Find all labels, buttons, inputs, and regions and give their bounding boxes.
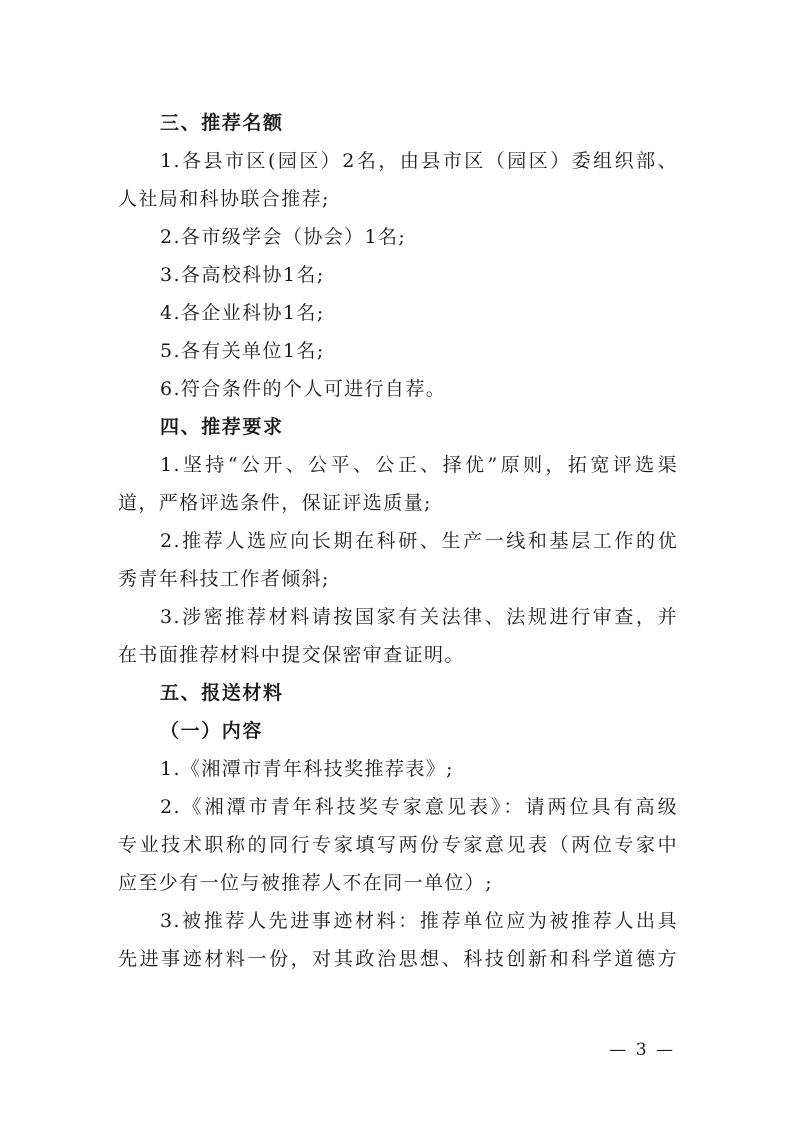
section3-item5: 5.各有关单位1名; — [160, 340, 325, 362]
section4-heading: 四、推荐要求 — [160, 416, 284, 438]
section4-item3-line1: 3.涉密推荐材料请按国家有关法律、法规进行审查，并 — [160, 606, 678, 628]
page-number: — 3 — — [609, 1040, 675, 1060]
section5-item1: 1.《湘潭市青年科技奖推荐表》; — [160, 758, 454, 780]
section3-item3: 3.各高校科协1名; — [160, 264, 325, 286]
section3-item1-line1: 1.各县市区(园区）2名，由县市区（园区）委组织部、 — [160, 150, 678, 172]
section5-item3-line2: 先进事迹材料一份，对其政治思想、科技创新和科学道德方 — [118, 948, 678, 970]
section4-item2-line2: 秀青年科技工作者倾斜; — [118, 568, 330, 590]
section5-item2-line3: 应至少有一位与被推荐人不在同一单位）; — [118, 872, 494, 894]
section5-item2-line2: 专业技术职称的同行专家填写两份专家意见表（两位专家中 — [118, 834, 678, 856]
section3-item2: 2.各市级学会（协会）1名; — [160, 226, 407, 248]
section5-sub1-heading: （一）内容 — [160, 720, 264, 742]
section3-item4: 4.各企业科协1名; — [160, 302, 325, 324]
section5-item3-line1: 3.被推荐人先进事迹材料：推荐单位应为被推荐人出具 — [160, 910, 678, 932]
section3-item6: 6.符合条件的个人可进行自荐。 — [160, 378, 447, 400]
section5-heading: 五、报送材料 — [160, 682, 284, 704]
section4-item1-line1: 1.坚持“公开、公平、公正、择优”原则，拓宽评选渠 — [160, 454, 678, 476]
section5-item2-line1: 2.《湘潭市青年科技奖专家意见表》：请两位具有高级 — [160, 796, 678, 818]
document-body — [118, 104, 678, 978]
section4-item2-line1: 2.推荐人选应向长期在科研、生产一线和基层工作的优 — [160, 530, 678, 552]
section4-item3-line2: 在书面推荐材料中提交保密审查证明。 — [118, 644, 465, 666]
section3-item1-line2: 人社局和科协联合推荐; — [118, 188, 330, 210]
section4-item1-line2: 道，严格评选条件，保证评选质量; — [118, 492, 432, 514]
section3-heading: 三、推荐名额 — [160, 112, 284, 134]
